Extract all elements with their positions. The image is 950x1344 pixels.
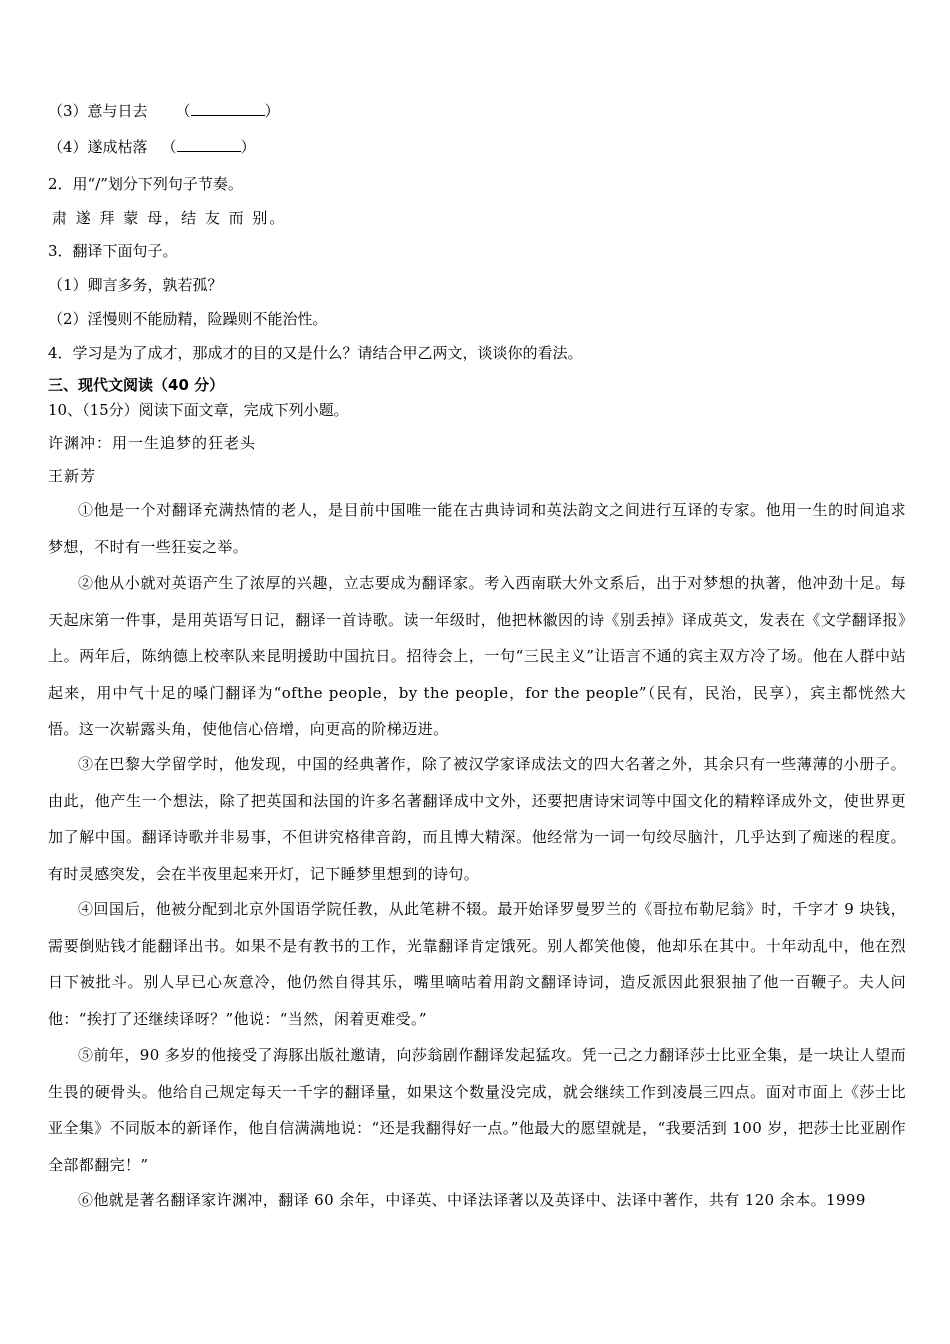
article-paragraph-3: ③在巴黎大学留学时，他发现，中国的经典著作，除了被汉学家译成法文的四大名著之外，其余只有一些薄薄的小册子。由此，他产生一个想法，除了把英国和法国的许多名著翻译成中文外，还要把唐诗宋词等中国文化的精粹译成外文，使世界更加了解中国。翻译诗歌并非易事，不但讲究格律音韵，而且博大精深。他经常为一词一句绞尽脑汁，几乎达到了痴迷的程度。有时灵感突发，会在半夜里起来开灯，记下睡梦里想到的诗句。 (48, 755, 906, 883)
question-2-sentence: 肃 遂 拜 蒙 母，结 友 而 别。 (52, 209, 287, 227)
q3-item-4: （4）遂成枯落 （ ） (48, 138, 256, 156)
question-4: 4．学习是为了成才，那成才的目的又是什么？请结合甲乙两文，谈谈你的看法。 (48, 344, 583, 362)
article-paragraph-5: ⑤前年，90 多岁的他接受了海豚出版社邀请，向莎翁剧作翻译发起猛攻。凭一己之力翻译莎士比亚全集，是一块让人望而生畏的硬骨头。他给自己规定每天一千字的翻译量，如果这个数量没完成，就会继续工作到凌晨三四点。面对市面上《莎士比亚全集》不同版本的新译作，他自信满满地说：“还是我翻得好一点。”他最大的愿望就是，“我要活到 100 岁，把莎士比亚剧作全部都翻完！” (48, 1046, 906, 1174)
answer-blank[interactable] (177, 137, 241, 152)
question-3: 3．翻译下面句子。 (48, 242, 178, 260)
q3-item-3: （3）意与日去 （ ） (48, 102, 280, 120)
question-10-instruction: 10、（15分）阅读下面文章，完成下列小题。 (48, 401, 349, 419)
article-author: 王新芳 (48, 467, 97, 485)
article-paragraph-6: ⑥他就是著名翻译家许渊冲，翻译 60 余年，中译英、中译法译著以及英译中、法译中著作，共有 120 余本。1999 (78, 1191, 866, 1209)
article-paragraph-4: ④回国后，他被分配到北京外国语学院任教，从此笔耕不辍。最开始译罗曼罗兰的《哥拉布勒尼翁》时，千字才 9 块钱，需要倒贴钱才能翻译出书。如果不是有教书的工作，光靠翻译肯定饿死。别人都笑他傻，他却乐在其中。十年动乱中，他在烈日下被批斗。别人早已心灰意冷，他仍然自得其乐，嘴里嘀咕着用韵文翻译诗词，造反派因此狠狠抽了他一百鞭子。夫人问他：“挨打了还继续译呀？”他说：“当然，闲着更难受。” (48, 900, 906, 1028)
question-2: 2．用“/”划分下列句子节奏。 (48, 175, 243, 193)
question-3-sentence-1: （1）卿言多务，孰若孤？ (48, 276, 223, 294)
article-paragraph-2: ②他从小就对英语产生了浓厚的兴趣，立志要成为翻译家。考入西南联大外文系后，出于对梦想的执著，他冲劲十足。每天起床第一件事，是用英语写日记，翻译一首诗歌。读一年级时，他把林徽因的诗《别丢掉》译成英文，发表在《文学翻译报》上。两年后，陈纳德上校率队来昆明援助中国抗日。招待会上，一句“三民主义”让语言不通的宾主双方冷了场。他在人群中站起来，用中气十足的嗓门翻译为“ofthe people，by the people，for the people”（民有，民治，民享），宾主都恍然大悟。这一次崭露头角，使他信心倍增，向更高的阶梯迈进。 (48, 574, 906, 739)
q3-item-3-label: （3）意与日去 (48, 102, 148, 120)
article-title: 许渊冲：用一生追梦的狂老头 (48, 434, 257, 452)
question-3-sentence-2: （2）淫慢则不能励精，险躁则不能治性。 (48, 310, 328, 328)
section-heading: 三、现代文阅读（40 分） (48, 376, 225, 394)
article-paragraph-1: ①他是一个对翻译充满热情的老人，是目前中国唯一能在古典诗词和英法韵文之间进行互译的专家。他用一生的时间追求梦想，不时有一些狂妄之举。 (48, 501, 906, 556)
q3-item-4-label: （4）遂成枯落 (48, 138, 148, 156)
answer-blank[interactable] (191, 101, 265, 116)
